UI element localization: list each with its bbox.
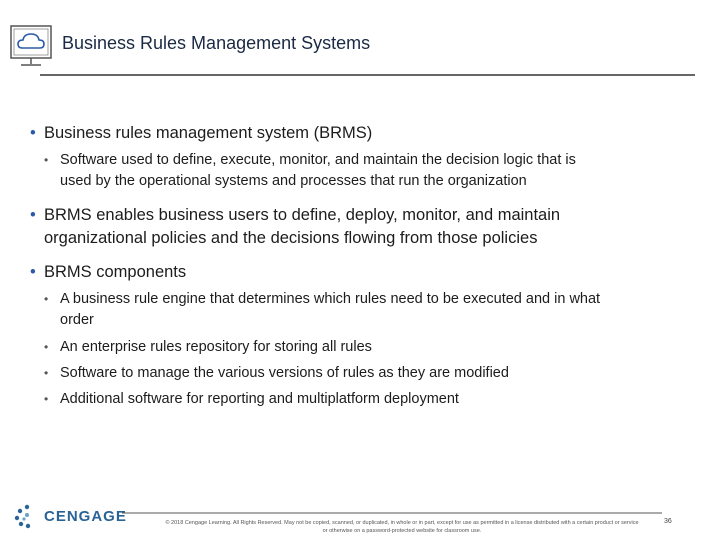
sub-bullet-brms-definition xyxy=(44,150,700,192)
cengage-logo-icon xyxy=(14,503,40,529)
slide-title: Business Rules Management Systems xyxy=(62,33,371,53)
sub-bullet-versions: • Software to manage the various versions of rules as they are modified xyxy=(44,363,700,384)
sub-bullet-rule-engine xyxy=(44,289,700,331)
cloud-monitor-icon xyxy=(8,20,56,72)
line: BRMS enables business users to define, deploy, monitor, and maintain xyxy=(44,206,561,224)
copyright-line: or otherwise on a password-protected website for classroom use. xyxy=(322,528,482,534)
copyright-line: © 2018 Cengage Learning. All Rights Reserved. May not be copied, scanned, or duplicated, in whole or in part, except for use as permitted in a license distributed with a certain product or service xyxy=(165,520,639,526)
line: organizational policies and the decisions flowing from those policies xyxy=(44,229,538,247)
bullet-brms-enables xyxy=(30,204,714,250)
cengage-logo xyxy=(14,500,127,532)
sub-bullet-repository: • An enterprise rules repository for storing all rules xyxy=(44,337,700,358)
line: Software used to define, execute, monitor, and maintain the decision logic that is xyxy=(60,152,576,168)
sub-bullet-reporting: • Additional software for reporting and multiplatform deployment xyxy=(44,389,700,410)
bullet-brms: • Business rules management system (BRMS) xyxy=(30,122,714,145)
line: used by the operational systems and processes that run the organization xyxy=(60,173,527,189)
logo-text: CENGAGE xyxy=(44,507,127,525)
line: A business rule engine that determines which rules need to be executed and in what xyxy=(60,291,601,307)
line: order xyxy=(60,312,94,328)
footer-divider xyxy=(122,512,662,514)
bullet-brms-components: • BRMS components xyxy=(30,261,714,284)
title-divider xyxy=(40,74,695,76)
page-number: 36 xyxy=(664,518,672,525)
copyright-notice xyxy=(148,519,656,535)
